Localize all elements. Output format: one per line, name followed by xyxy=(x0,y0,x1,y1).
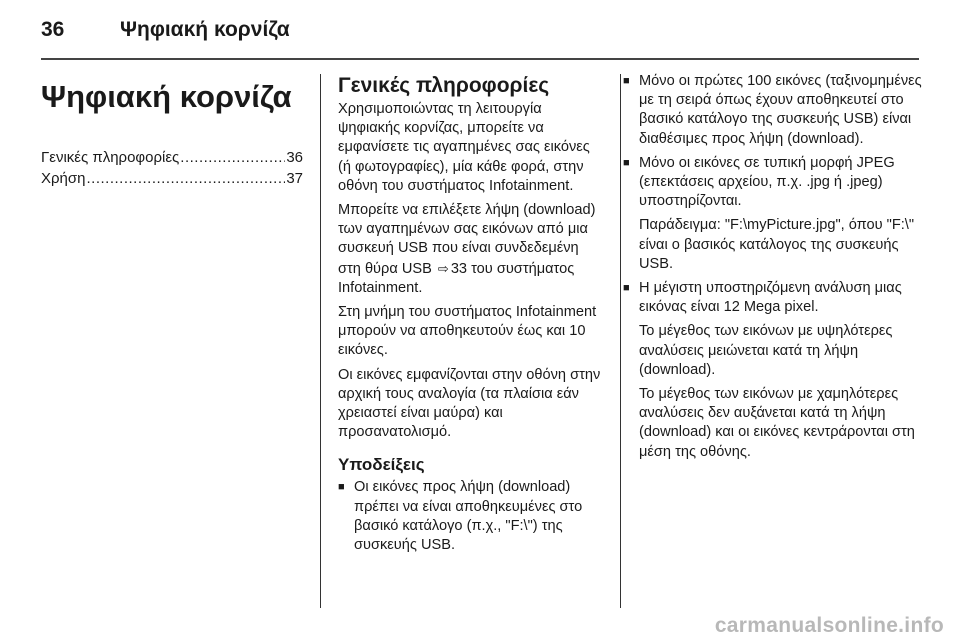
header-rule xyxy=(41,58,919,60)
toc-entry-page: 36 xyxy=(286,149,303,166)
paragraph: Οι εικόνες εμφανίζονται στην οθόνη στην αρχική τους αναλογία (τα πλαίσια εάν χρειαστεί είναι μαύρα) και προσανατολισμό. xyxy=(338,366,601,441)
table-of-contents xyxy=(41,149,303,191)
paragraph xyxy=(338,201,604,298)
paragraph-text: Μπορείτε να επιλέξετε λήψη (download) των αγαπημένων σας εικόνων από μια συσκευή USB που είναι συνδεδεμένη στη θύρα USB xyxy=(338,202,596,277)
column-divider xyxy=(620,74,621,608)
list-item-subtext: Το μέγεθος των εικόνων με χαμηλότερες αναλύσεις δεν αυξάνεται κατά τη λήψη (download) και οι εικόνες κεντράρονται στη μέση της οθόνης. xyxy=(639,386,915,460)
toc-entry[interactable] xyxy=(41,170,303,191)
list-item xyxy=(623,154,923,274)
watermark: carmanualsonline.info xyxy=(714,614,944,637)
page-number: 36 xyxy=(41,18,65,41)
list-item-text: ■ Μόνο οι εικόνες σε τυπική μορφή JPEG (επεκτάσεις αρχείου, π.χ. .jpg ή .jpeg) υποστηρίζονται. xyxy=(639,154,895,210)
list-item-text: ■ Μόνο οι πρώτες 100 εικόνες (ταξινομημένες με τη σειρά όπως έχουν αποθηκευτεί στο βασικό κατάλογο της συσκευής USB) είναι διαθέσιμες προς λήψη (download). xyxy=(639,73,922,147)
list-item xyxy=(623,279,923,462)
right-column xyxy=(623,72,923,467)
toc-leader-dots xyxy=(86,170,285,187)
list-item-subtext: Το μέγεθος των εικόνων με υψηλότερες αναλύσεις μειώνεται κατά τη λήψη (download). xyxy=(639,323,893,378)
paragraph-text: του συστήματος Infotainment. xyxy=(338,260,575,296)
toc-entry[interactable] xyxy=(41,149,303,170)
toc-entry-label: Γενικές πληροφορίες xyxy=(41,149,180,166)
toc-entry-label: Χρήση xyxy=(41,170,86,187)
cross-reference-arrow-icon: ⇨ xyxy=(437,260,449,276)
section-title: Γενικές πληροφορίες xyxy=(338,74,550,97)
hints-list xyxy=(338,478,604,555)
page-header xyxy=(0,0,960,58)
list-item xyxy=(623,72,923,149)
paragraph: Χρησιμοποιώντας τη λειτουργία ψηφιακής κορνίζας, μπορείτε να εμφανίσετε τις αγαπημένες σας εικόνες (ή φωτογραφίες), μία κάθε φορά, στην οθόνη του συστήματος Infotainment. xyxy=(338,101,590,194)
hints-list-continued xyxy=(623,72,923,462)
toc-entry-page: 37 xyxy=(286,170,303,187)
list-item: ■ Οι εικόνες προς λήψη (download) πρέπει να είναι αποθηκευμένες στο βασικό κατάλογο (π.χ., "F:\") της συσκευής USB. xyxy=(338,478,604,555)
middle-column xyxy=(338,72,604,560)
paragraph: Στη μνήμη του συστήματος Infotainment μπορούν να αποθηκευτούν έως και 10 εικόνες. xyxy=(338,304,597,359)
running-title: Ψηφιακή κορνίζα xyxy=(120,18,290,41)
cross-reference-page[interactable]: 33 xyxy=(450,260,468,277)
left-column xyxy=(41,72,303,191)
toc-leader-dots xyxy=(180,149,285,166)
list-item-text: ■ Η μέγιστη υποστηριζόμενη ανάλυση μιας εικόνας είναι 12 Mega pixel. xyxy=(639,280,902,316)
hints-title: Υποδείξεις xyxy=(338,455,425,475)
chapter-title: Ψηφιακή κορνίζα xyxy=(41,79,292,114)
column-divider xyxy=(320,74,321,608)
list-item-subtext: Παράδειγμα: "F:\myPicture.jpg", όπου "F:\" είναι ο βασικός κατάλογος της συσκευής USB. xyxy=(639,217,915,272)
